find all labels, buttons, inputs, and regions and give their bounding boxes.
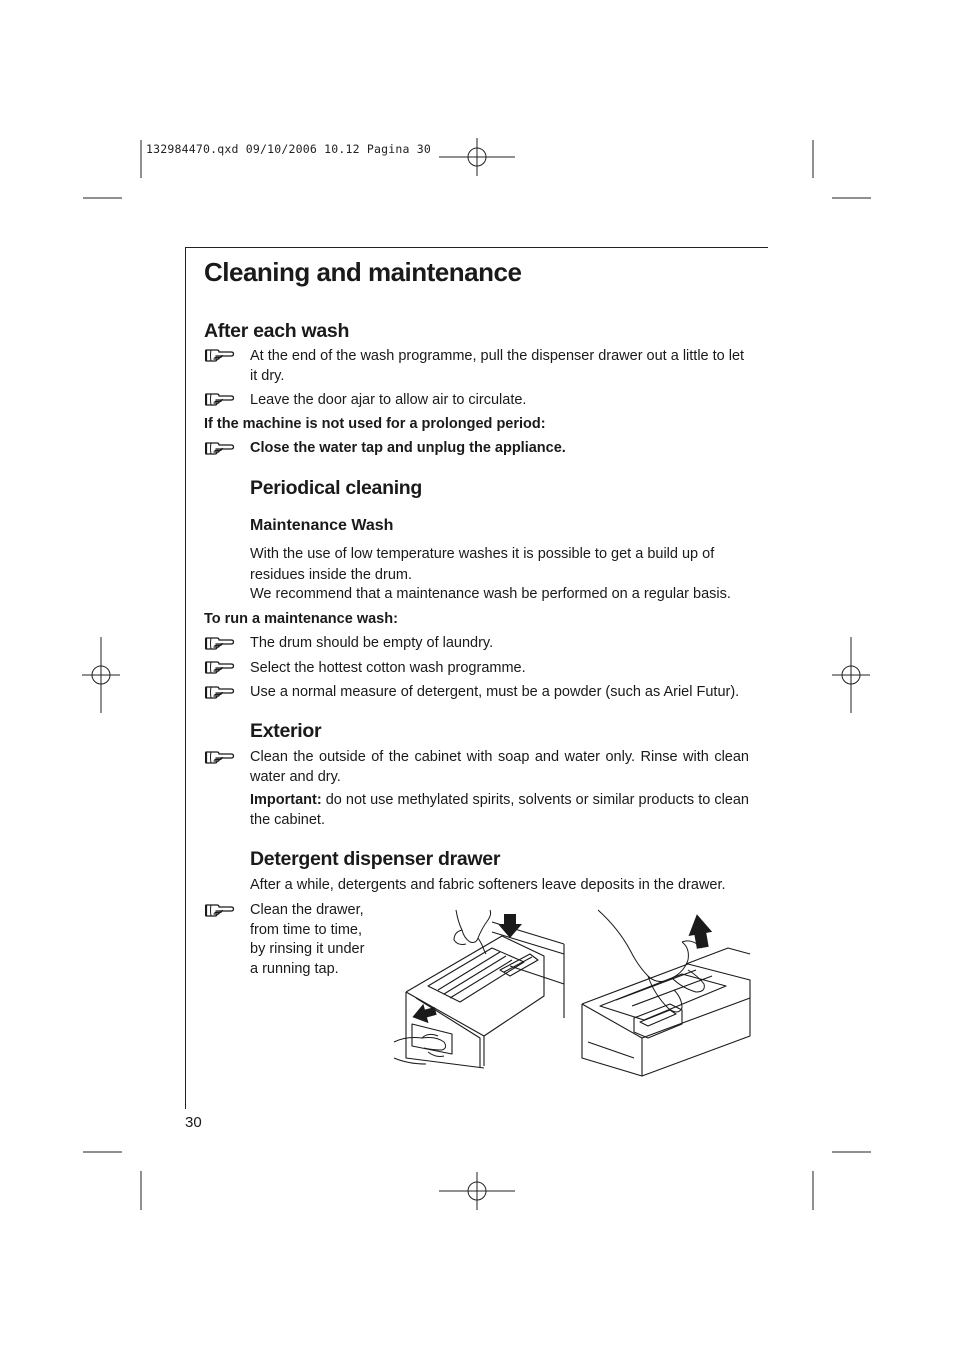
section-heading-exterior: Exterior	[250, 720, 322, 742]
pointing-hand-icon	[205, 440, 235, 456]
detergent-drawer-item-line: Clean the drawer,	[250, 902, 364, 918]
detergent-drawer-item-line: a running tap.	[250, 960, 339, 977]
detergent-drawer-item	[250, 901, 380, 979]
maintenance-wash-recommendation: We recommend that a maintenance wash be performed on a regular basis.	[250, 586, 731, 602]
maintenance-step-3: Use a normal measure of detergent, must be a powder (such as Ariel Futur).	[250, 684, 740, 700]
print-slug: 132984470.qxd 09/10/2006 10.12 Pagina 30	[146, 142, 431, 156]
important-label: Important:	[250, 792, 322, 808]
drawer-release-illustration	[578, 908, 754, 1078]
pointing-hand-icon	[205, 635, 235, 651]
exterior-important-note	[250, 791, 749, 830]
pointing-hand-icon	[205, 749, 235, 765]
exterior-item: Clean the outside of the cabinet with soap and water only. Rinse with clean water and dry.	[250, 749, 749, 785]
page-frame-left-rule	[185, 247, 186, 1109]
important-text: do not use methylated spirits, solvents or similar products to clean the cabinet.	[250, 792, 749, 828]
section-heading-detergent-drawer: Detergent dispenser drawer	[250, 848, 501, 870]
maintenance-wash-text: With the use of low temperature washes it is possible to get a build up of residues inside the drum.	[250, 546, 715, 583]
after-wash-item-1: At the end of the wash programme, pull the dispenser drawer out a little to let it dry.	[250, 348, 745, 384]
prolonged-period-label: If the machine is not used for a prolonged period:	[204, 416, 546, 432]
detergent-drawer-intro: After a while, detergents and fabric softeners leave deposits in the drawer.	[250, 877, 726, 893]
maintenance-step-2: Select the hottest cotton wash programme.	[250, 660, 526, 676]
run-maintenance-wash-label: To run a maintenance wash:	[204, 611, 398, 627]
pointing-hand-icon	[205, 391, 235, 407]
registration-target-left	[82, 637, 120, 713]
registration-target-top	[439, 138, 515, 176]
drawer-removal-illustration	[392, 908, 568, 1072]
page-number: 30	[185, 1114, 202, 1131]
section-heading-after-each-wash: After each wash	[204, 320, 350, 342]
pointing-hand-icon	[205, 684, 235, 700]
subheading-maintenance-wash: Maintenance Wash	[250, 517, 394, 534]
pointing-hand-icon	[205, 347, 235, 363]
registration-target-bottom	[439, 1172, 515, 1210]
page-frame-top-rule	[185, 247, 768, 248]
prolonged-period-item: Close the water tap and unplug the appliance.	[250, 440, 566, 456]
detergent-drawer-item-line: by rinsing it under	[250, 941, 365, 957]
pointing-hand-icon	[205, 659, 235, 675]
detergent-drawer-item-line: from time to time,	[250, 921, 362, 938]
registration-target-right	[832, 637, 870, 713]
page-title: Cleaning and maintenance	[204, 257, 522, 287]
pointing-hand-icon	[205, 902, 235, 918]
maintenance-step-1: The drum should be empty of laundry.	[250, 635, 494, 651]
section-heading-periodical-cleaning: Periodical cleaning	[250, 477, 423, 499]
after-wash-item-2: Leave the door ajar to allow air to circulate.	[250, 392, 527, 408]
